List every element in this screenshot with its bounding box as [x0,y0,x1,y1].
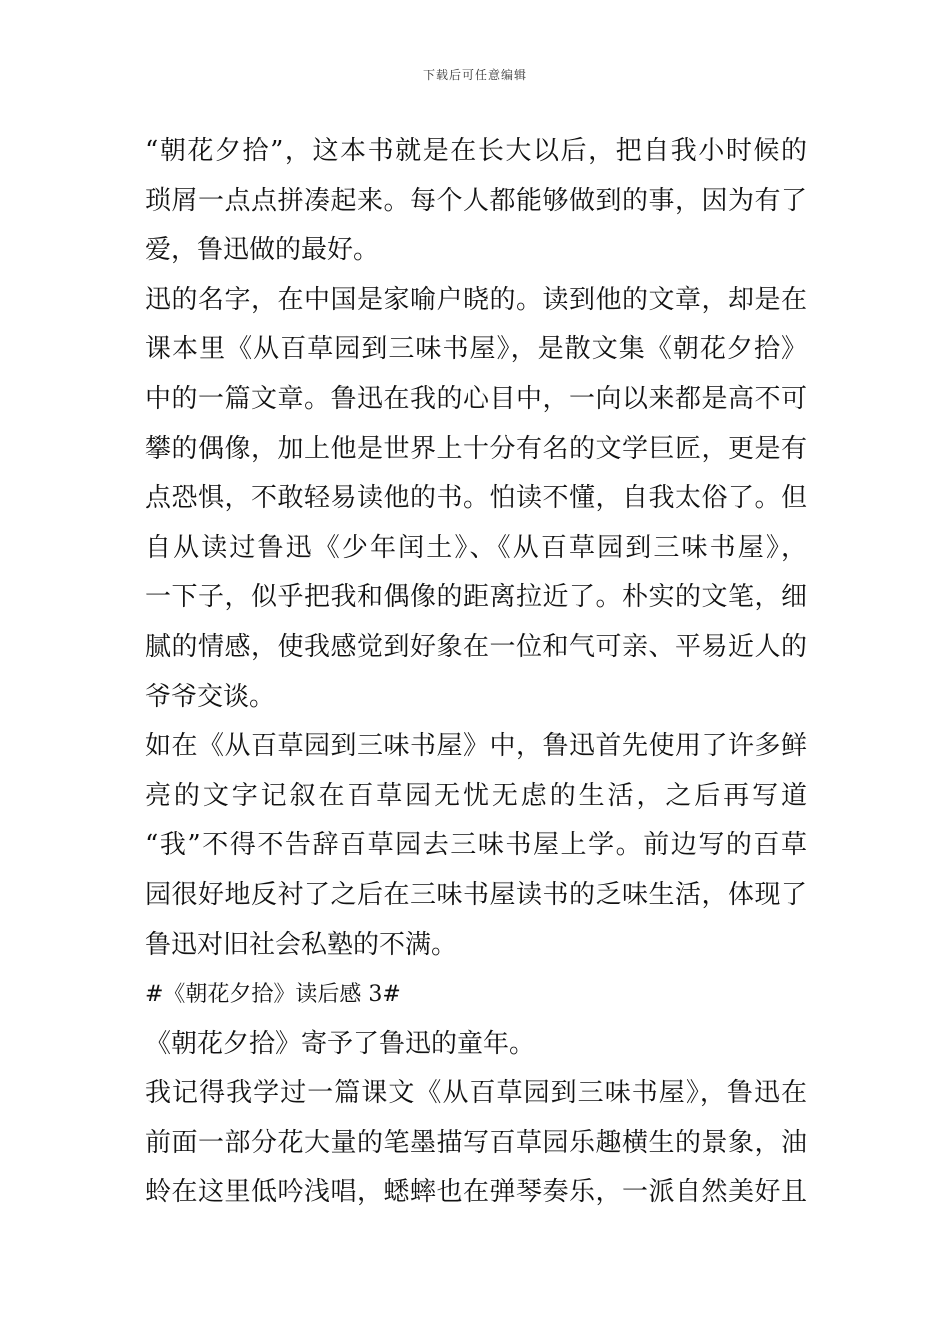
text-line: 前面一部分花大量的笔墨描写百草园乐趣横生的景象，油 [145,1127,807,1158]
text-line: 琐屑一点点拼凑起来。每个人都能够做到的事，因为有了 [145,185,807,216]
page-header: 下载后可任意编辑 [422,68,527,82]
text-line: 攀的偶像，加上他是世界上十分有名的文学巨匠，更是有 [145,433,807,464]
text-line: 亮的文字记叙在百草园无忧无虑的生活，之后再写道 [145,780,807,811]
text-line: 我记得我学过一篇课文《从百草园到三味书屋》，鲁迅在 [145,1078,807,1109]
text-line: 爷爷交谈。 [145,681,276,712]
text-line: 爱，鲁迅做的最好。 [145,235,380,266]
text-line: 园很好地反衬了之后在三味书屋读书的乏味生活，体现了 [145,879,807,910]
document-body [145,127,807,1218]
text-line: 腻的情感，使我感觉到好象在一位和气可亲、平易近人的 [145,631,807,662]
text-line: 《朝花夕拾》寄予了鲁迅的童年。 [145,1028,536,1059]
text-line: 蛉在这里低吟浅唱，蟋蟀也在弹琴奏乐，一派自然美好且 [145,1177,807,1208]
section-heading: #《朝花夕拾》读后感 3# [145,982,401,1008]
text-line: 鲁迅对旧社会私塾的不满。 [145,929,458,960]
text-line: 迅的名字，在中国是家喻户晓的。读到他的文章，却是在 [145,284,807,315]
text-line: 一下子，似乎把我和偶像的距离拉近了。朴实的文笔，细 [145,582,807,613]
text-line: 如在《从百草园到三味书屋》中，鲁迅首先使用了许多鲜 [145,731,807,762]
text-line: 点恐惧，不敢轻易读他的书。怕读不懂，自我太俗了。但 [145,483,807,514]
text-line: 课本里《从百草园到三味书屋》，是散文集《朝花夕拾》 [145,334,807,365]
text-line: 中的一篇文章。鲁迅在我的心目中，一向以来都是高不可 [145,383,807,414]
text-line: “朝花夕拾”，这本书就是在长大以后，把自我小时候的 [145,136,807,166]
text-line: “我”不得不告辞百草园去三味书屋上学。前边写的百草 [145,830,807,861]
text-line: 自从读过鲁迅《少年闰土》、《从百草园到三味书屋》， [145,532,807,563]
